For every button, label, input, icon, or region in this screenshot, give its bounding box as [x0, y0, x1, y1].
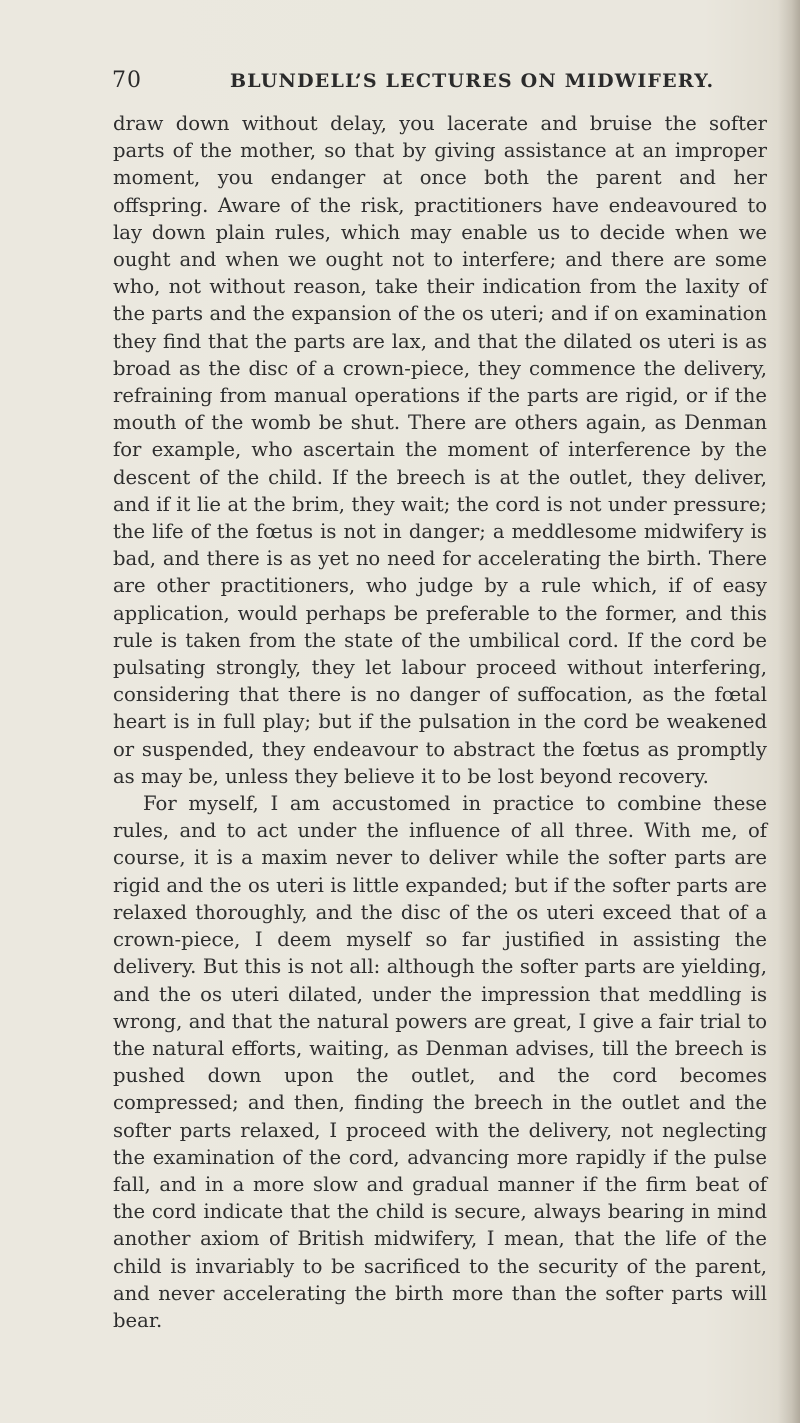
page-number: 70 [112, 68, 142, 93]
page-header [112, 68, 762, 98]
page-edge-shadow [778, 0, 800, 1423]
body-text [113, 110, 767, 1334]
running-title: BLUNDELL’S LECTURES ON MIDWIFERY. [230, 70, 715, 92]
paragraph-2: For myself, I am accustomed in practice to combine these rules, and to act under the influence of all three. With me, of course, it is a maxim never to deliver while the softer parts are rigid and the os uteri is little expanded; but if the softer parts are relaxed thoroughly, and the disc of the os uteri exceed that of a crown-piece, I deem myself so far justified in assisting the delivery. But this is not all: although the softer parts are yielding, and the os uteri dilated, under the impression that meddling is wrong, and that the natural powers are great, I give a fair trial to the natural efforts, waiting, as Denman advises, till the breech is pushed down upon the outlet, and the cord becomes compressed; and then, finding the breech in the outlet and the softer parts relaxed, I proceed with the delivery, not neglecting the examination of the cord, advancing more rapidly if the pulse fall, and in a more slow and gradual manner if the firm beat of the cord indicate that the child is secure, always bearing in mind another axiom of British midwifery, I mean, that the life of the child is invariably to be sacrificed to the security of the parent, and never accelerating the birth more than the softer parts will bear. [113, 792, 767, 1332]
paragraph-1: draw down without delay, you lacerate and bruise the softer parts of the mother, so that by giving assistance at an improper moment, you endanger at once both the parent and her offspring. Aware of the risk, practitioners have endeavoured to lay down plain rules, which may enable us to decide when we ought and when we ought not to interfere; and there are some who, not without reason, take their indication from the laxity of the parts and the expansion of the os uteri; and if on examination they find that the parts are lax, and that the dilated os uteri is as broad as the disc of a crown-piece, they commence the delivery, refraining from manual operations if the parts are rigid, or if the mouth of the womb be shut. There are others again, as Denman for example, who ascertain the moment of interference by the descent of the child. If the breech is at the outlet, they deliver, and if it lie at the brim, they wait; the cord is not under pressure; the life of the fœtus is not in danger; a meddlesome midwifery is bad, and there is as yet no need for accelerating the birth. There are other practitioners, who judge by a rule which, if of easy application, would perhaps be preferable to the former, and this rule is taken from the state of the umbilical cord. If the cord be pulsating strongly, they let labour proceed without interfering, considering that there is no danger of suffocation, as the fœtal heart is in full play; but if the pulsation in the cord be weakened or suspended, they endeavour to abstract the fœtus as promptly as may be, unless they believe it to be lost beyond recovery. [113, 112, 767, 788]
